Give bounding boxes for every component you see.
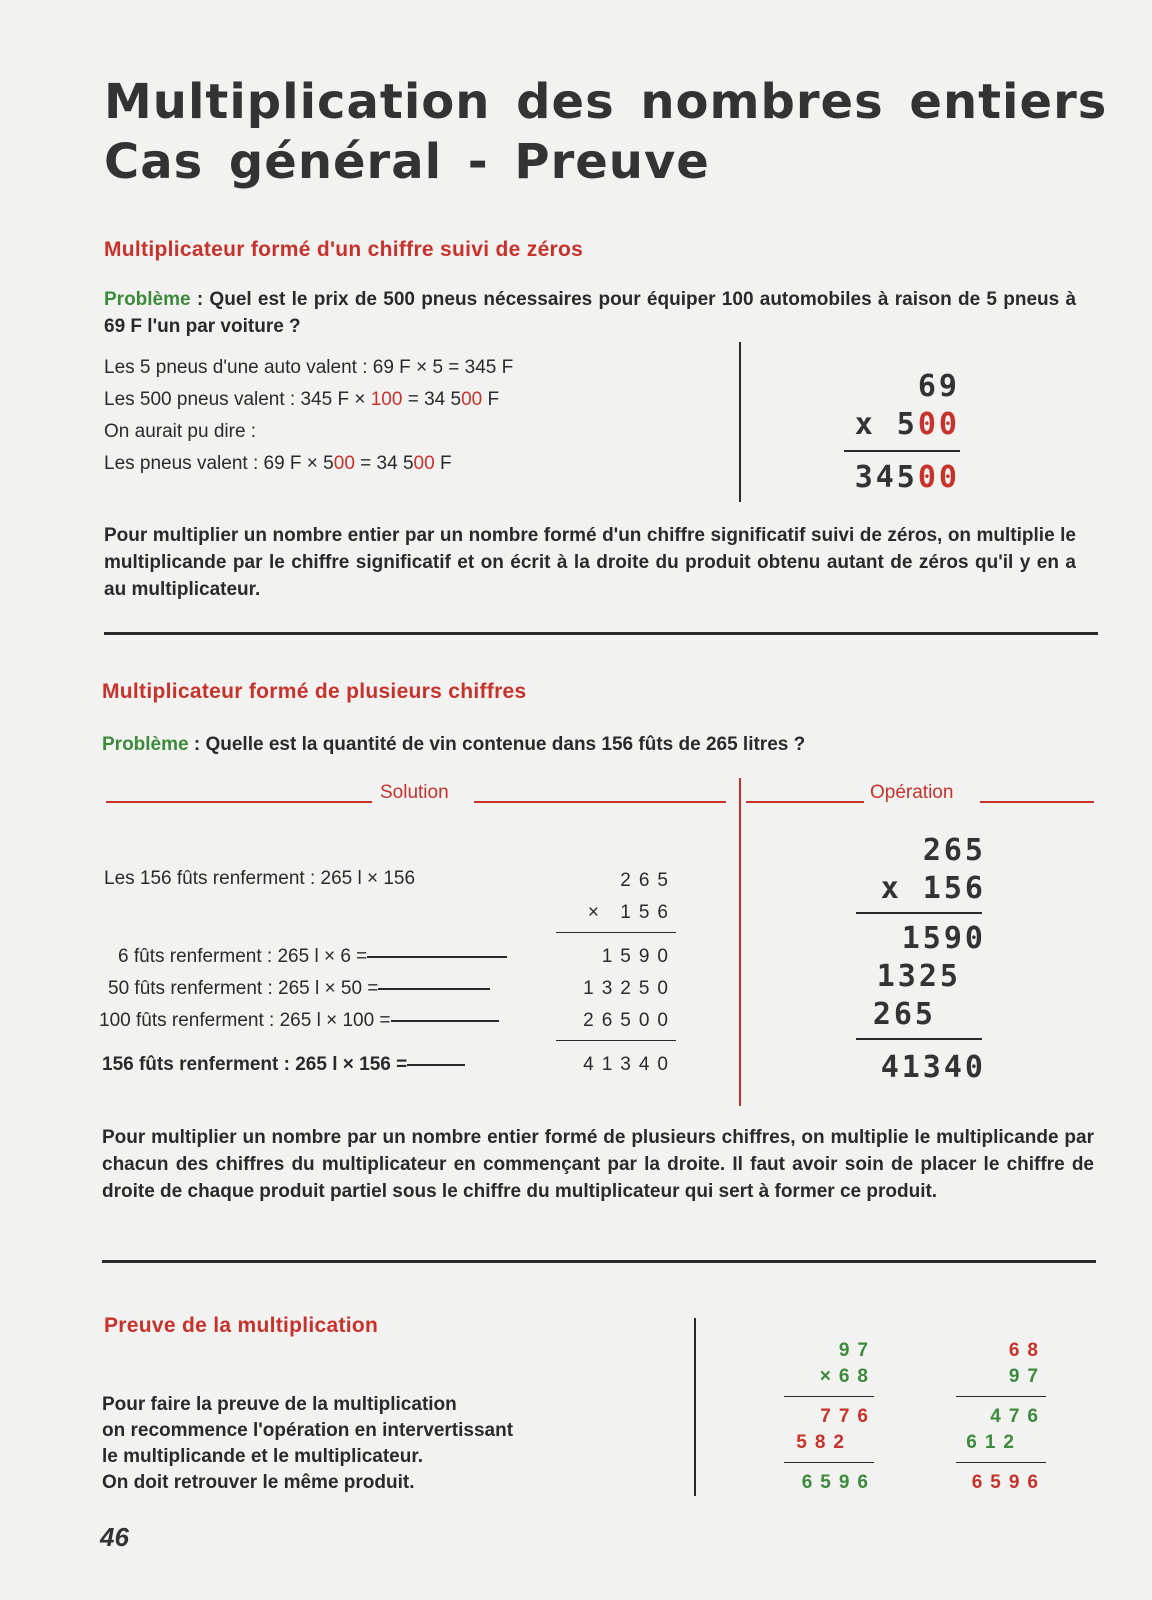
section3-heading: Preuve de la multiplication xyxy=(104,1314,379,1337)
sol-multiplicand: 265 xyxy=(620,870,676,891)
section2-problem-text: : Quelle est la quantité de vin contenue dans 156 fûts de 265 litres ? xyxy=(193,734,806,755)
section1-operation xyxy=(820,368,960,444)
section1-heading: Multiplicateur formé d'un chiffre suivi de zéros xyxy=(104,238,584,261)
page-number: 46 xyxy=(100,1522,129,1552)
sol-row-1-value: 1590 xyxy=(601,946,676,967)
sol-rule-2 xyxy=(556,1040,676,1041)
op2-partial-3: 265 xyxy=(872,997,936,1032)
title-line-1: Multiplication des nombres entiers xyxy=(104,74,1108,130)
op1-multiplier: x 500 xyxy=(854,407,960,442)
op1-result-wrap xyxy=(820,458,960,498)
section1-line1: Les 5 pneus d'une auto valent : 69 F × 5 = 345 F xyxy=(104,357,514,378)
title-line-2: Cas général - Preuve xyxy=(104,134,710,190)
proof-left-multiplier: ×68 xyxy=(819,1366,876,1387)
solution-header-line-left xyxy=(106,801,372,803)
operation-header-line-left xyxy=(746,801,864,803)
sol-row-1: 6 fûts renferment : 265 l × 6 = xyxy=(118,942,507,972)
op2-multiplier: x 156 xyxy=(880,871,986,906)
section1-problem-text: : Quel est le prix de 500 pneus nécessaires pour équiper 100 automobiles à raison de 5 pneus à 69 F l'un par voiture ? xyxy=(104,289,1077,337)
op2-rule-2 xyxy=(856,1038,982,1040)
section3-line-1: Pour faire la preuve de la multiplication xyxy=(102,1394,457,1415)
sol-row-2-value: 13250 xyxy=(583,978,676,999)
op2-result-wrap xyxy=(850,1048,986,1088)
section3-line-3: le multiplicande et le multiplicateur. xyxy=(102,1446,423,1467)
section3-line-2: on recommence l'opération en intervertissant xyxy=(102,1420,514,1441)
operation-header-line-right xyxy=(980,801,1094,803)
proof-left-result: 6596 xyxy=(801,1472,876,1493)
proof-right-multiplier: 97 xyxy=(1008,1366,1046,1387)
section1-divider xyxy=(739,342,741,502)
section1-separator xyxy=(104,632,1098,635)
section1-problem-label: Problème xyxy=(104,289,191,310)
proof-right-partial-1: 476 xyxy=(990,1406,1046,1427)
op2-multiplicand: 265 xyxy=(922,833,986,868)
sol-rule-1 xyxy=(556,932,676,933)
proof-right-rule-1 xyxy=(956,1396,1046,1397)
sol-multiplier: × 156 xyxy=(587,902,676,923)
section2-heading: Multiplicateur formé de plusieurs chiffres xyxy=(102,680,527,703)
op2-rule-1 xyxy=(856,912,982,914)
op2-result: 41340 xyxy=(880,1050,986,1085)
proof-right-rule-2 xyxy=(956,1462,1046,1463)
op1-result: 34500 xyxy=(854,460,960,495)
section1-rule-text: Pour multiplier un nombre entier par un nombre formé d'un chiffre significatif suivi de zéros, on multiplie le multiplicande par le chiffre significatif et on écrit à la droite du produit obtenu autant de zéros qu'il y en a au multiplicateur. xyxy=(104,525,1076,600)
solution-header-line-right xyxy=(474,801,726,803)
proof-left-partial-2: 582 xyxy=(796,1432,852,1453)
section3-text xyxy=(102,1392,513,1496)
proof-left-multiplicand: 97 xyxy=(838,1340,876,1361)
proof-right-multiplicand: 68 xyxy=(1008,1340,1046,1361)
solution-intro: Les 156 fûts renferment : 265 l × 156 xyxy=(104,868,416,889)
proof-right-result: 6596 xyxy=(971,1472,1046,1493)
proof-left-partial-1: 776 xyxy=(820,1406,876,1427)
sol-row-3: 100 fûts renferment : 265 l × 100 = xyxy=(99,1006,499,1036)
section1-line3: On aurait pu dire : xyxy=(104,421,257,442)
op2-partial-1: 1590 xyxy=(901,921,986,956)
solution-label: Solution xyxy=(380,782,449,803)
section1-line2: Les 500 pneus valent : 345 F × 100 = 34 500 F xyxy=(104,389,500,410)
section3-divider xyxy=(694,1318,696,1496)
section2-divider xyxy=(739,778,741,1106)
proof-right-partial-2: 612 xyxy=(966,1432,1022,1453)
page-title xyxy=(104,72,1107,192)
op2-partials xyxy=(850,920,986,1034)
section1-line4: Les pneus valent : 69 F × 500 = 34 500 F xyxy=(104,453,452,474)
op1-rule xyxy=(844,450,960,452)
section2-separator xyxy=(102,1260,1096,1263)
section2-problem-label: Problème xyxy=(102,734,189,755)
op2-partial-2: 1325 xyxy=(876,959,961,994)
section3-line-4: On doit retrouver le même produit. xyxy=(102,1472,415,1493)
section2-operation xyxy=(850,832,986,908)
section1-problem xyxy=(104,286,1076,340)
sol-total: 156 fûts renferment : 265 l × 156 = xyxy=(102,1050,465,1080)
section2-rule-text: Pour multiplier un nombre par un nombre entier formé de plusieurs chiffres, on multiplie le multiplicande par chacun des chiffres du multiplicateur en commençant par la droite. Il faut avoir soin de placer le chiffre de droite de chaque produit partiel sous le chiffre du multiplicateur qui sert à former ce produit. xyxy=(102,1127,1094,1202)
proof-left-rule-1 xyxy=(784,1396,874,1397)
sol-row-2: 50 fûts renferment : 265 l × 50 = xyxy=(108,974,490,1004)
proof-left-rule-2 xyxy=(784,1462,874,1463)
operation-label: Opération xyxy=(870,782,954,803)
section1-solution xyxy=(104,352,513,480)
sol-total-value: 41340 xyxy=(583,1054,676,1075)
section2-problem xyxy=(102,731,1082,758)
sol-row-3-value: 26500 xyxy=(583,1010,676,1031)
op1-multiplicand: 69 xyxy=(917,369,960,404)
